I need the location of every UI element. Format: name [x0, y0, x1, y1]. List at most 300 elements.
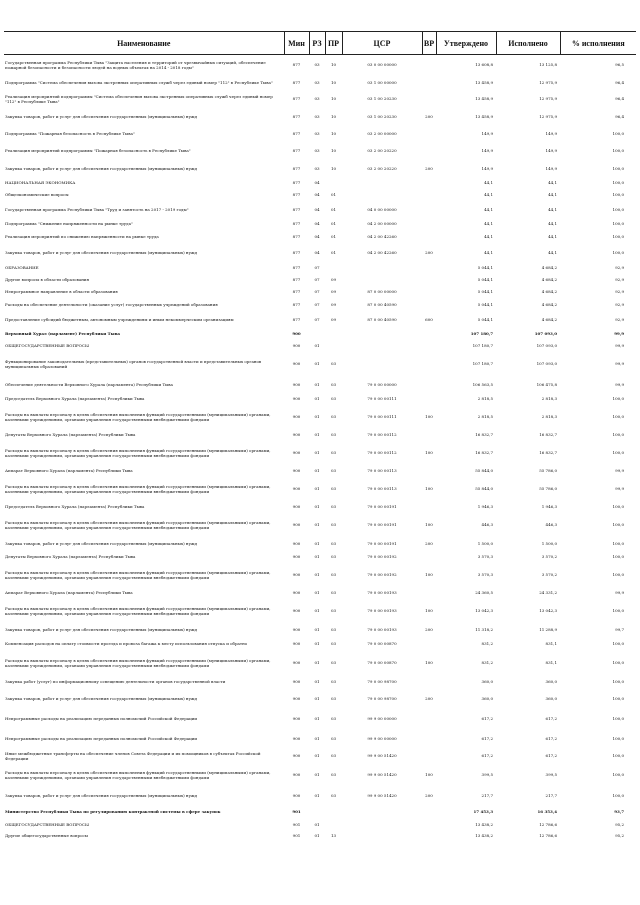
cell-pr: 03 — [330, 608, 337, 613]
cell-rz: 01 — [314, 486, 320, 491]
cell-min: 900 — [292, 381, 301, 387]
cell-name: Непрограммное направление в области образования — [5, 289, 118, 294]
cell-name: Реализация мероприятий по снижению напряженности на рынке труда — [5, 234, 159, 239]
cell-approved: 149,9 — [481, 165, 493, 171]
cell-rz: 01 — [314, 679, 320, 684]
table-row — [4, 286, 636, 298]
cell-pr: 01 — [330, 234, 337, 239]
cell-executed: 360,0 — [545, 679, 557, 684]
cell-approved: 13 458,9 — [475, 80, 493, 85]
cell-approved: 1 946,3 — [477, 504, 493, 509]
cell-pr: 13 — [330, 832, 337, 838]
cell-executed: 149,9 — [545, 148, 557, 153]
cell-csr: 03 2 00 00000 — [367, 131, 397, 136]
cell-min: 877 — [292, 96, 301, 101]
cell-csr: 99 9 00 51420 — [367, 772, 397, 777]
table-row — [4, 107, 636, 126]
cell-vr — [422, 328, 436, 340]
table-row — [4, 763, 636, 787]
cell-percent: 100,0 — [612, 660, 624, 665]
cell-percent: 100,0 — [612, 696, 624, 701]
cell-percent: 100,0 — [612, 736, 624, 741]
cell-rz: 01 — [314, 468, 320, 473]
cell-executed: 831,1 — [545, 660, 557, 665]
cell-csr — [342, 262, 422, 274]
cell-min: 900 — [292, 572, 301, 577]
cell-csr: 03 1 00 20230 — [367, 113, 397, 119]
cell-vr — [422, 298, 436, 312]
table-header — [4, 32, 636, 55]
header-rz: РЗ — [309, 32, 325, 55]
cell-rz: 03 — [314, 113, 320, 119]
cell-executed: 1 946,3 — [541, 504, 557, 509]
cell-percent: 100,0 — [612, 753, 624, 758]
cell-percent: 95,2 — [615, 832, 624, 838]
cell-vr — [422, 202, 436, 218]
cell-rz: 01 — [314, 696, 320, 701]
cell-name: Предоставление субсидий бюджетным, автономным учреждениям и иным некоммерческим организациям — [5, 317, 234, 322]
cell-rz: 01 — [314, 660, 320, 665]
cell-percent: 100,0 — [612, 554, 624, 559]
cell-csr: 03 2 00 20220 — [367, 148, 397, 153]
cell-percent: 99,9 — [615, 361, 624, 366]
cell-executed: 44,1 — [548, 250, 557, 255]
cell-min: 877 — [292, 131, 301, 136]
cell-min: 877 — [292, 302, 301, 307]
cell-executed: 3 570,2 — [541, 572, 557, 577]
cell-vr — [422, 188, 436, 202]
cell-csr — [342, 830, 422, 841]
cell-name: Закупка товаров, работ и услуг для обеспечения государственных (муниципальных) нужд — [5, 165, 198, 171]
table-row — [4, 274, 636, 286]
header-approved: Утверждено — [436, 32, 496, 55]
cell-name: Расходы на обеспечение деятельности (оказание услуг) государственных учреждений образования — [5, 302, 218, 307]
cell-pr — [325, 328, 342, 340]
cell-percent: 92,9 — [615, 265, 624, 270]
cell-approved: 5 044,1 — [477, 265, 493, 270]
cell-vr — [422, 75, 436, 91]
cell-name: НАЦИОНАЛЬНАЯ ЭКОНОМИКА — [5, 179, 76, 185]
cell-percent: 100,0 — [612, 772, 624, 777]
cell-vr — [422, 551, 436, 563]
cell-vr — [422, 501, 436, 513]
cell-executed: 3 570,2 — [541, 554, 557, 559]
cell-min: 900 — [292, 696, 301, 701]
cell-percent: 96,4 — [615, 80, 624, 85]
cell-executed: 2 818,3 — [541, 396, 557, 401]
cell-min: 900 — [292, 504, 301, 509]
cell-percent: 100,0 — [612, 192, 624, 197]
cell-pr: 03 — [330, 414, 337, 419]
cell-rz: 03 — [314, 165, 320, 171]
cell-rz: 01 — [314, 572, 320, 577]
cell-percent: 100,0 — [612, 234, 624, 239]
cell-percent: 100,0 — [612, 522, 624, 527]
cell-name: Председатель Верховного Хурала (парламента) Республики Тыва — [5, 396, 145, 401]
cell-approved: 5 044,1 — [477, 317, 493, 322]
cell-approved: 44,1 — [484, 234, 493, 239]
cell-min: 900 — [292, 772, 301, 777]
cell-percent: 100,0 — [612, 131, 624, 136]
cell-csr: 87 0 00 40590 — [367, 317, 397, 322]
cell-name: Другие вопросы в области образования — [5, 277, 90, 282]
cell-pr: 03 — [330, 641, 337, 646]
cell-executed: 12 786,6 — [539, 832, 557, 838]
cell-rz — [309, 805, 325, 819]
cell-csr: 79 0 00 98700 — [367, 679, 397, 684]
cell-executed: 44,1 — [548, 207, 557, 212]
table-row — [4, 218, 636, 230]
cell-executed: 2 818,3 — [541, 414, 557, 419]
cell-executed: 12 975,9 — [539, 113, 557, 119]
cell-min: 901 — [292, 832, 301, 838]
cell-vr — [422, 55, 436, 75]
table-row — [4, 230, 636, 244]
cell-approved: 399,5 — [481, 772, 493, 777]
cell-rz: 01 — [314, 554, 320, 559]
cell-csr: 79 0 00 00113 — [367, 486, 397, 491]
cell-name: Государственная программа Республики Тыва "Защита населения и территорий от чрезвычайных ситуаций, обеспечение пожарной безопасности и безопасности людей на водных объектах на 2014 - 2018 годы" — [5, 59, 266, 70]
cell-min: 877 — [292, 192, 301, 197]
cell-percent: 96,4 — [615, 96, 624, 101]
table-row — [4, 405, 636, 429]
cell-vr: 200 — [425, 541, 433, 546]
table-row — [4, 262, 636, 274]
table-row — [4, 587, 636, 599]
cell-min: 901 — [292, 809, 301, 814]
table-row — [4, 599, 636, 623]
cell-csr — [342, 819, 422, 830]
cell-rz: 01 — [314, 541, 320, 546]
cell-min: 900 — [292, 343, 301, 348]
cell-pr: 01 — [330, 250, 337, 255]
cell-vr — [422, 142, 436, 160]
cell-min: 900 — [292, 432, 301, 437]
cell-approved: 44,1 — [484, 221, 493, 226]
cell-pr: 03 — [330, 381, 337, 387]
cell-approved: 55 844,0 — [475, 468, 493, 473]
cell-name: ОБЩЕГОСУДАРСТВЕННЫЕ ВОПРОСЫ — [5, 343, 89, 348]
cell-executed: 149,9 — [545, 165, 557, 171]
table-row — [4, 830, 636, 841]
cell-csr: 03 0 00 00000 — [367, 62, 397, 68]
cell-vr — [422, 429, 436, 441]
header-pr: ПР — [325, 32, 342, 55]
cell-approved: 617,2 — [481, 716, 493, 721]
cell-pr: 03 — [330, 541, 337, 546]
cell-rz: 07 — [314, 277, 320, 282]
cell-approved: 11 318,2 — [475, 627, 493, 632]
table-row — [4, 441, 636, 465]
cell-rz: 01 — [314, 361, 320, 366]
cell-executed: 399,5 — [545, 772, 557, 777]
cell-vr: 200 — [425, 696, 433, 701]
cell-approved: 1 500,0 — [477, 541, 493, 546]
cell-percent: 99,9 — [615, 381, 624, 387]
cell-percent: 100,0 — [612, 250, 624, 255]
cell-name: Расходы на выплаты персоналу в целях обеспечения выполнения функций государственными (муниципальными) органами, казенными учреждениями, органами управления государственными внебюджетными фондами — [5, 447, 271, 458]
cell-executed: 13 042,3 — [539, 608, 557, 613]
cell-min: 900 — [292, 396, 301, 401]
cell-executed: 107 093,0 — [536, 343, 557, 348]
cell-pr — [325, 819, 342, 830]
cell-executed: 617,2 — [545, 753, 557, 758]
cell-vr: 200 — [425, 627, 433, 632]
cell-pr: 03 — [330, 660, 337, 665]
cell-rz: 03 — [314, 62, 320, 68]
cell-rz: 04 — [314, 179, 320, 185]
cell-rz: 01 — [314, 821, 320, 827]
cell-approved: 5 044,1 — [477, 277, 493, 282]
cell-vr — [422, 729, 436, 749]
cell-name: Председатель Верховного Хурала (парламента) Республики Тыва — [5, 504, 145, 509]
cell-min: 900 — [292, 361, 301, 366]
cell-executed: 4 684,2 — [541, 302, 557, 307]
cell-approved: 149,9 — [481, 148, 493, 153]
cell-approved: 13 042,3 — [475, 608, 493, 613]
header-percent: % исполнения — [560, 32, 636, 55]
cell-vr — [422, 749, 436, 763]
cell-pr: 03 — [330, 554, 337, 559]
table-row — [4, 126, 636, 142]
cell-vr: 200 — [425, 113, 433, 119]
cell-name: ОБЩЕГОСУДАРСТВЕННЫЕ ВОПРОСЫ — [5, 821, 89, 827]
cell-csr: 79 0 00 00870 — [367, 641, 397, 646]
cell-pr: 03 — [330, 736, 337, 741]
cell-executed: 55 786,0 — [539, 468, 557, 473]
cell-name: Обеспечение деятельности Верховного Хурала (парламента) Республики Тыва — [5, 381, 173, 387]
cell-csr: 87 0 00 00000 — [367, 289, 397, 294]
cell-vr: 200 — [425, 793, 433, 798]
cell-approved: 5 044,1 — [477, 289, 493, 294]
cell-name: Подпрограмма "Пожарная безопасность в Республике Тыва" — [5, 131, 135, 136]
cell-percent: 100,0 — [612, 679, 624, 684]
cell-csr: 79 0 00 00113 — [367, 468, 397, 473]
cell-min: 900 — [292, 468, 301, 473]
cell-approved: 360,0 — [481, 696, 493, 701]
cell-name: Расходы на выплаты персоналу в целях обеспечения выполнения функций государственными (муниципальными) органами, казенными учреждениями, органами управления государственными внебюджетными фондами — [5, 411, 271, 422]
cell-pr: 10 — [330, 165, 337, 171]
cell-approved: 5 044,1 — [477, 302, 493, 307]
cell-approved: 3 570,3 — [477, 554, 493, 559]
cell-approved: 13 458,9 — [475, 96, 493, 101]
table-row — [4, 177, 636, 188]
cell-approved: 13 608,8 — [475, 62, 493, 68]
cell-percent: 99,9 — [615, 590, 624, 595]
cell-csr — [342, 274, 422, 286]
cell-csr — [342, 352, 422, 376]
cell-rz: 07 — [314, 317, 320, 322]
table-row — [4, 188, 636, 202]
cell-min: 877 — [292, 148, 301, 153]
cell-vr — [422, 376, 436, 393]
cell-min: 877 — [292, 265, 301, 270]
cell-min: 900 — [292, 331, 301, 336]
cell-csr: 79 0 00 00193 — [367, 590, 397, 595]
cell-executed: 44,1 — [548, 179, 557, 185]
cell-csr: 79 0 00 00191 — [367, 504, 397, 509]
cell-min: 877 — [292, 80, 301, 85]
cell-min: 877 — [292, 113, 301, 119]
cell-rz: 01 — [314, 396, 320, 401]
cell-name: Депутаты Верховного Хурала (парламента) Республики Тыва — [5, 432, 136, 437]
cell-csr — [342, 177, 422, 188]
cell-percent: 92,9 — [615, 317, 624, 322]
table-row — [4, 202, 636, 218]
cell-executed: 44,1 — [548, 234, 557, 239]
cell-vr — [422, 126, 436, 142]
cell-approved: 16 832,7 — [475, 432, 493, 437]
cell-name: Реализация мероприятий подпрограммы "Система обеспечения вызова экстренных оперативных служб через единый номер "112" в Республике Тыва" — [5, 93, 273, 104]
cell-min: 877 — [292, 317, 301, 322]
cell-percent: 100,0 — [612, 572, 624, 577]
cell-executed: 4 684,2 — [541, 317, 557, 322]
cell-approved: 13 458,9 — [475, 113, 493, 119]
cell-rz: 04 — [314, 207, 320, 212]
cell-csr: 79 0 00 98700 — [367, 696, 397, 701]
cell-approved: 107 180,7 — [472, 343, 493, 348]
cell-percent: 100,0 — [612, 165, 624, 171]
cell-approved: 55 844,0 — [475, 486, 493, 491]
cell-percent: 100,0 — [612, 179, 624, 185]
cell-executed: 4 684,2 — [541, 289, 557, 294]
table-row — [4, 75, 636, 91]
cell-percent: 99,9 — [615, 468, 624, 473]
cell-csr: 99 9 00 00000 — [367, 736, 397, 741]
cell-pr: 03 — [330, 504, 337, 509]
cell-vr: 100 — [425, 450, 433, 455]
cell-executed: 24 331,2 — [539, 590, 557, 595]
cell-rz: 01 — [314, 641, 320, 646]
table-row — [4, 465, 636, 477]
cell-approved: 44,1 — [484, 179, 493, 185]
table-row — [4, 709, 636, 729]
cell-executed: 12 975,9 — [539, 96, 557, 101]
cell-name: Другие общегосударственные вопросы — [5, 832, 88, 838]
cell-min: 900 — [292, 736, 301, 741]
table-row — [4, 689, 636, 709]
cell-percent: 92,9 — [615, 289, 624, 294]
cell-csr: 03 1 00 00000 — [367, 80, 397, 85]
cell-rz: 07 — [314, 302, 320, 307]
cell-csr — [342, 188, 422, 202]
cell-executed: 16 353,4 — [537, 809, 557, 814]
cell-rz: 01 — [314, 772, 320, 777]
cell-name: Министерство Республики Тыва по регулированию контрактной системы в сфере закупок — [5, 809, 221, 814]
cell-min: 877 — [292, 289, 301, 294]
cell-pr: 03 — [330, 486, 337, 491]
cell-rz: 01 — [314, 504, 320, 509]
cell-csr: 79 0 00 00191 — [367, 541, 397, 546]
cell-vr — [422, 177, 436, 188]
cell-csr: 99 9 00 51420 — [367, 793, 397, 798]
cell-executed: 11 288,9 — [539, 627, 557, 632]
cell-name: Расходы на выплаты персоналу в целях обеспечения выполнения функций государственными (муниципальными) органами, казенными учреждениями, органами управления государственными внебюджетными фондами — [5, 519, 271, 530]
cell-pr: 03 — [330, 361, 337, 366]
cell-min: 900 — [292, 753, 301, 758]
cell-executed: 217,7 — [545, 793, 557, 798]
cell-percent: 93,7 — [614, 809, 624, 814]
cell-vr: 200 — [425, 250, 433, 255]
cell-vr: 100 — [425, 660, 433, 665]
cell-pr: 03 — [330, 696, 337, 701]
cell-min: 900 — [292, 541, 301, 546]
cell-approved: 149,9 — [481, 131, 493, 136]
cell-vr — [422, 637, 436, 651]
cell-executed: 106 475,8 — [536, 381, 557, 387]
cell-percent: 100,0 — [612, 541, 624, 546]
cell-percent: 99,9 — [615, 343, 624, 348]
cell-vr — [422, 262, 436, 274]
cell-name: Подпрограмма "Система обеспечения вызова экстренных оперативных служб через единый номер "112" в Республике Тыва" — [5, 80, 273, 85]
cell-name: Непрограммные расходы на реализацию переданных полномочий Российской Федерации — [5, 736, 198, 741]
table-row — [4, 352, 636, 376]
cell-rz: 04 — [314, 234, 320, 239]
cell-approved: 44,1 — [484, 192, 493, 197]
cell-pr: 01 — [330, 192, 337, 197]
table-row — [4, 501, 636, 513]
cell-percent: 96,5 — [615, 62, 624, 68]
cell-csr: 99 9 00 00000 — [367, 716, 397, 721]
cell-approved: 617,2 — [481, 753, 493, 758]
cell-name: Закупка товаров, работ и услуг для обеспечения государственных (муниципальных) нужд — [5, 627, 198, 632]
header-min: Мин — [284, 32, 309, 55]
cell-csr: 79 0 00 00111 — [367, 396, 397, 401]
cell-csr: 79 0 00 00193 — [367, 608, 397, 613]
cell-rz: 01 — [314, 832, 320, 838]
cell-rz: 01 — [314, 432, 320, 437]
table-row — [4, 729, 636, 749]
cell-name: Общеэкономические вопросы — [5, 192, 69, 197]
table-row — [4, 312, 636, 328]
cell-vr — [422, 830, 436, 841]
cell-min: 900 — [292, 641, 301, 646]
cell-csr: 79 0 00 00000 — [367, 381, 397, 387]
cell-pr: 03 — [330, 468, 337, 473]
cell-rz: 07 — [314, 289, 320, 294]
cell-executed: 44,1 — [548, 192, 557, 197]
cell-name: Верховный Хурал (парламент) Республики Тыва — [5, 331, 120, 336]
cell-name: Реализация мероприятий подпрограммы "Пожарная безопасность в Республике Тыва" — [5, 148, 191, 153]
cell-pr: 03 — [330, 396, 337, 401]
cell-rz: 04 — [314, 221, 320, 226]
cell-percent: 99,9 — [614, 331, 624, 336]
table-row — [4, 651, 636, 675]
cell-min: 877 — [292, 234, 301, 239]
cell-name: Иные межбюджетные трансферты на обеспечение членов Совета Федерации и их помощников в субъектах Российской Федерации — [5, 750, 261, 761]
cell-csr — [342, 328, 422, 340]
cell-approved: 107 180,7 — [470, 331, 493, 336]
cell-pr: 03 — [330, 432, 337, 437]
cell-pr: 10 — [330, 96, 337, 101]
cell-pr: 03 — [330, 522, 337, 527]
cell-approved: 16 832,7 — [475, 450, 493, 455]
header-executed: Исполнено — [496, 32, 560, 55]
cell-pr: 01 — [330, 207, 337, 212]
cell-pr: 09 — [330, 317, 337, 322]
cell-percent: 96,4 — [615, 113, 624, 119]
table-row — [4, 142, 636, 160]
cell-min: 900 — [292, 554, 301, 559]
cell-vr — [422, 819, 436, 830]
cell-executed: 4 684,2 — [541, 277, 557, 282]
table-row — [4, 340, 636, 352]
cell-pr: 03 — [330, 793, 337, 798]
cell-rz: 01 — [314, 522, 320, 527]
cell-min: 877 — [292, 62, 301, 68]
cell-approved: 13 438,2 — [475, 821, 493, 827]
cell-executed: 831,1 — [545, 641, 557, 646]
